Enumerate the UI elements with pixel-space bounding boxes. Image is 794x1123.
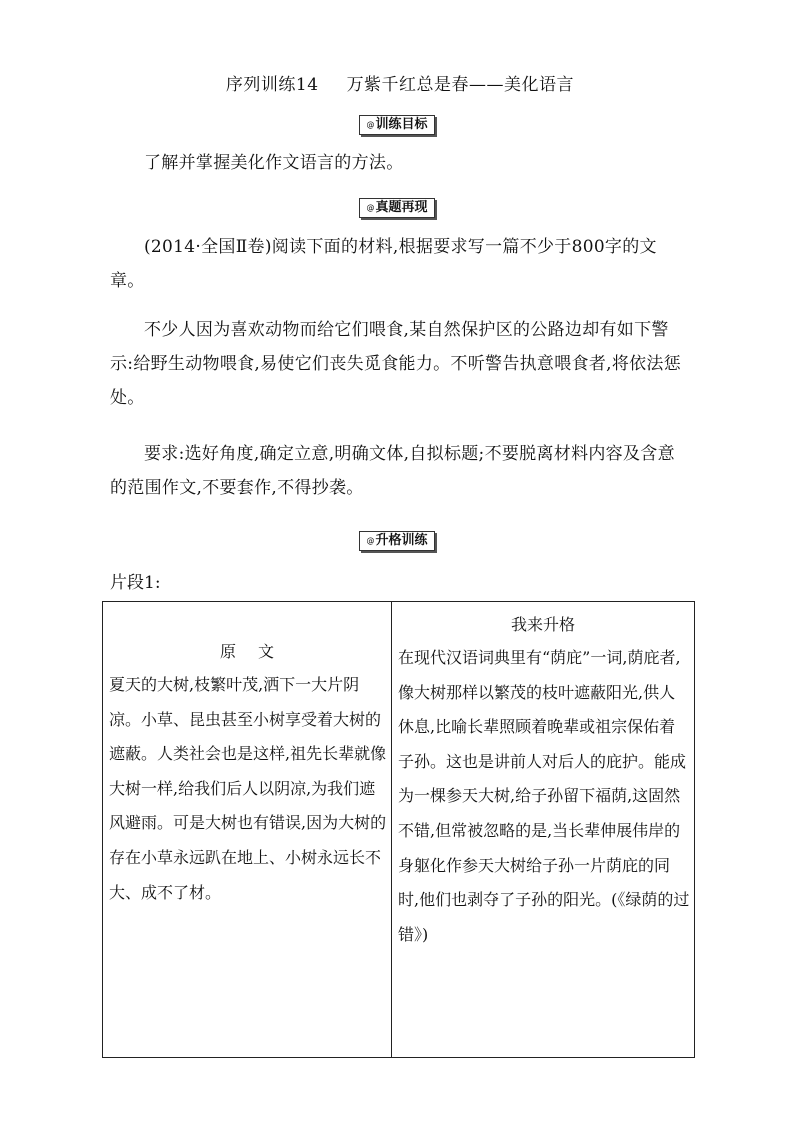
page-title	[110, 70, 690, 95]
exam-material: 不少人因为喜欢动物而给它们喂食,某自然保护区的公路边却有如下警示:给野生动物喂食,易使它们丧失觅食能力。不听警告执意喂食者,将依法惩处。	[110, 320, 682, 408]
title-theme: 万紫千红总是春——美化语言	[346, 75, 575, 95]
fragment-label: 片段1:	[110, 573, 161, 593]
tag-mark-icon: @	[366, 120, 375, 129]
upgrade-cell	[392, 602, 695, 1058]
fragment-table	[102, 601, 695, 1058]
upgrade-text: 在现代汉语词典里有“荫庇”一词,荫庇者,像大树那样以繁茂的枝叶遮蔽阳光,供人休息,比喻长辈照顾着晚辈或祖宗保佑着子孙。这也是讲前人对后人的庇护。能成为一棵参天大树,给子孙留下福荫,这固然不错,但常被忽略的是,当长辈伸展伟岸的身躯化作参天大树给子孙一片荫庇的同时,他们也剥夺了子孙的阳光。(《绿荫的过错》)	[398, 648, 690, 944]
exam-prompt: (2014·全国Ⅱ卷)阅读下面的材料,根据要求写一篇不少于800字的文章。	[110, 237, 657, 291]
section-tag-exam-label: 真题再现	[375, 200, 428, 215]
goal-paragraph: 了解并掌握美化作文语言的方法。	[144, 153, 404, 173]
exam-requirements: 要求:选好角度,确定立意,明确文体,自拟标题;不要脱离材料内容及含意的范围作文,不要套作,不得抄袭。	[110, 444, 675, 498]
section-tag-upgrade-label: 升格训练	[375, 533, 428, 548]
section-tag-exam	[359, 198, 435, 218]
upgrade-heading: 我来升格	[510, 615, 575, 634]
original-heading: 原 文	[219, 642, 275, 661]
tag-mark-icon: @	[366, 203, 375, 212]
section-tag-goal-label: 训练目标	[375, 117, 428, 132]
tag-mark-icon: @	[366, 536, 375, 545]
title-series: 序列训练14	[225, 75, 319, 95]
original-text: 夏天的大树,枝繁叶茂,洒下一大片阴凉。小草、昆虫甚至小树享受着大树的遮蔽。人类社会也是这样,祖先长辈就像大树一样,给我们后人以阴凉,为我们遮风避雨。可是大树也有错误,因为大树的存在小草永远趴在地上、小树永远长不大、成不了材。	[109, 675, 387, 902]
original-cell	[103, 602, 392, 1058]
section-tag-upgrade	[359, 531, 435, 551]
section-tag-goal	[359, 115, 435, 135]
